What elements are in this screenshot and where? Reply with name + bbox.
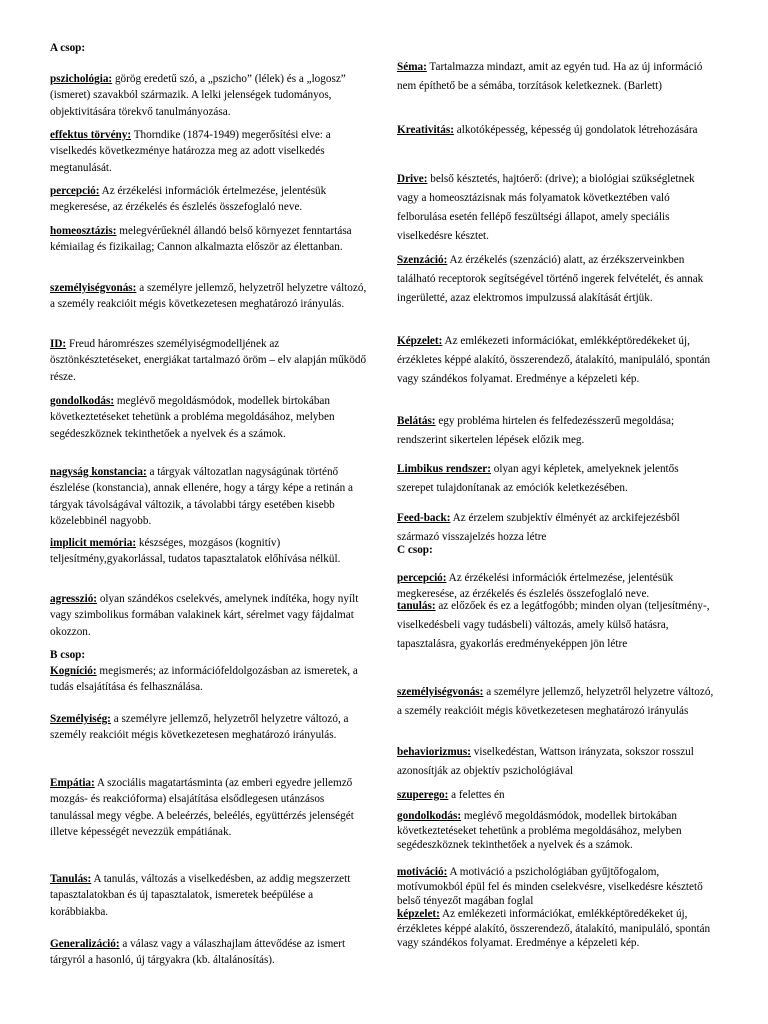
definition-text: olyan szándékos cselekvés, amelynek indítéka, hogy nyílt vagy szimbolikus formában valakinek kárt, sérelmet vagy fájdalmat okozzon.	[50, 593, 359, 638]
definition-term: pszichológia:	[50, 73, 113, 85]
definition-term: Limbikus rendszer:	[397, 463, 491, 475]
definition-term: személyiségvonás:	[397, 686, 484, 698]
definition-text: a tárgyak változatlan nagyságúnak történő észlelése (konstancia), annak ellenére, hogy a tárgy képe a retinán a tárgyak távolságával változik, a távolabbi tárgy esetében kisebb közelebbinél nagyobb.	[50, 466, 353, 528]
definition-text: a személyre jellemző, helyzetről helyzetre változó, a személy reakcióit mégis következetesen meghatározó irányulás.	[50, 713, 349, 742]
definition-text: A motiváció a pszichológiában gyűjtőfogalom, motívumokból épül fel és minden cselekvésre, viselkedésre késztető belső tényezőt magában foglal	[397, 866, 703, 908]
definition-term: gondolkodás:	[397, 810, 462, 822]
definition-entry	[50, 71, 368, 120]
definition-text: Az emlékezeti információkat, emlékképtöredékeket új, érzékletes képpé alakító, összerendező, átalakító, manipuláló, spontán vagy szándékos folyamat. Eredménye a képzeleti kép.	[397, 335, 711, 385]
definition-term: homeosztázis:	[50, 225, 117, 237]
definition-text: Az érzékelési információk értelmezése, jelentésük megkeresése, az érzékelés és észlelés összefoglaló neve.	[50, 185, 327, 214]
definition-term: tanulás:	[397, 600, 436, 612]
definition-text: a felettes én	[448, 789, 505, 801]
definition-entry	[50, 663, 368, 696]
definition-entry	[50, 871, 368, 920]
definition-text: készséges, mozgásos (kognitív) teljesítmény,gyakorlással, tudatos tapasztalatok előhívása nélkül.	[50, 537, 341, 566]
definition-text: A szociális magatartásminta (az emberi egyedre jellemző mozgás- és reakcióforma) elsajátítása elsődlegesen utánzásos tanulással megy végbe. A beleérzés, beleélés, együttérzés jelenségét illetve képességét nevezzük empátiának.	[50, 777, 354, 839]
definition-text: Az emlékezeti információkat, emlékképtöredékeket új, érzékletes képpé alakító, összerendező, átalakító, manipuláló, spontán vagy szándékos folyamat. Eredménye a képzeleti kép.	[397, 908, 711, 950]
definition-entry	[397, 597, 715, 654]
group-a-heading: A csop:	[50, 42, 86, 54]
definition-term: személyiségvonás:	[50, 282, 137, 294]
definition-entry	[50, 393, 368, 442]
definition-text: A tanulás, változás a viselkedésben, az addig megszerzett tapasztalatokban és új tapasztalatok, ismeretek beépülése a korábbiakba.	[50, 873, 351, 918]
definition-entry	[50, 591, 368, 640]
definition-text: a személyre jellemző, helyzetről helyzetre változó, a személy reakcióit mégis következetesen meghatározó irányulás.	[50, 282, 367, 311]
definition-entry	[397, 332, 715, 389]
definition-entry	[50, 280, 368, 313]
definition-entry	[397, 121, 715, 140]
definition-entry	[397, 251, 715, 308]
definition-entry	[397, 683, 715, 721]
definition-entry	[50, 936, 368, 969]
definition-text: viselkedéstan, Wattson irányzata, sokszor rosszul azonosítják az objektív pszichológiával	[397, 746, 694, 777]
definition-term: ID:	[50, 338, 67, 350]
definition-entry	[50, 464, 368, 530]
group-c-heading: C csop:	[397, 544, 433, 556]
definition-entry	[50, 223, 368, 256]
definition-term: Empátia:	[50, 777, 95, 789]
definition-term: Generalizáció:	[50, 938, 120, 950]
definition-term: percepció:	[50, 185, 100, 197]
definition-term: Séma:	[397, 61, 427, 73]
definition-entry	[397, 907, 715, 951]
definition-term: Képzelet:	[397, 335, 443, 347]
definition-term: behaviorizmus:	[397, 746, 471, 758]
definition-term: Kreativitás:	[397, 124, 454, 136]
definition-text: Az érzékelés (szenzáció) alatt, az érzékszerveinkben található receptorok segítségével történő ingerek felvételét, és annak ingerületté, azaz elektromos impulzussá alakítását értjük.	[397, 254, 704, 304]
definition-text: Az érzékelési információk értelmezése, jelentésük megkeresése, az érzékelés és észlelés összefoglaló neve.	[397, 572, 674, 601]
definition-entry	[397, 412, 715, 450]
definition-entry	[397, 170, 715, 246]
definition-entry	[397, 743, 715, 781]
definition-text: a személyre jellemző, helyzetről helyzetre változó, a személy reakcióit mégis következetesen meghatározó irányulás	[397, 686, 714, 717]
definition-term: Kogníció:	[50, 665, 97, 677]
definition-text: Freud háromrészes személyiségmodelljének az ösztönkésztetéseket, energiákat tartalmazó öröm – elv alapján működő része.	[50, 338, 367, 383]
definition-text: görög eredetű szó, a „pszicho” (lélek) és a „logosz” (ismeret) szavakból származik. A lelki jelenségek tudományos, objektivitására törekvő tanulmányozása.	[50, 73, 346, 118]
definition-entry	[397, 865, 715, 909]
definition-term: nagyság konstancia:	[50, 466, 147, 478]
definition-term: percepció:	[397, 572, 447, 584]
definition-term: motiváció:	[397, 866, 448, 878]
definition-text: egy probléma hirtelen és felfedezésszerű megoldása; rendszerint sikertelen lépések előzik meg.	[397, 415, 675, 446]
definition-text: Az érzelem szubjektív élményét az arckifejezésből származó visszajelzés hozza létre	[397, 512, 680, 543]
definition-term: Feed-back:	[397, 512, 451, 524]
definition-term: Szenzáció:	[397, 254, 448, 266]
definition-entry	[397, 787, 715, 803]
definition-entry	[397, 509, 715, 547]
definition-entry	[50, 711, 368, 744]
definition-text: melegvérűeknél állandó belső környezet fenntartása kémiailag és fizikailag; Cannon alkalmazta először az élettanban.	[50, 225, 352, 254]
definition-term: effektus törvény:	[50, 129, 132, 141]
definition-term: Személyiség:	[50, 713, 111, 725]
definition-term: Tanulás:	[50, 873, 92, 885]
definition-entry	[50, 535, 368, 568]
definition-text: Thorndike (1874-1949) megerősítési elve: a viselkedés következménye határozza meg az adott viselkedés megtanulását.	[50, 129, 331, 174]
definition-term: szuperego:	[397, 789, 449, 801]
group-b-heading: B csop:	[50, 649, 86, 661]
definition-term: implicit memória:	[50, 537, 137, 549]
definition-entry	[397, 809, 715, 853]
definition-term: képzelet:	[397, 908, 440, 920]
definition-text: meglévő megoldásmódok, modellek birtokában következtetéseket tehetünk a probléma megoldásához, melyben segédeszköznek tekinthetőek a nyelvek és a számok.	[50, 395, 335, 440]
definition-text: az előzőek és ez a legátfogóbb; minden olyan (teljesítmény-, viselkedésbeli vagy tudásbeli) változás, amely külső hatásra, tapasztalásra, gyakorlás eredményeképpen jön létre	[397, 600, 710, 650]
definition-entry	[50, 775, 368, 841]
definition-term: agresszió:	[50, 593, 98, 605]
definition-term: gondolkodás:	[50, 395, 115, 407]
definition-text: Tartalmazza mindazt, amit az egyén tud. Ha az új információ nem építhető be a sémába, torzítások keletkeznek. (Barlett)	[397, 61, 703, 92]
definition-entry	[50, 336, 368, 385]
definition-entry	[397, 460, 715, 498]
definition-text: meglévő megoldásmódok, modellek birtokában következtetéseket tehetünk a probléma megoldásához, melyben segédeszköznek tekinthetőek a nyelvek és a számok.	[397, 810, 682, 852]
definition-entry	[50, 183, 368, 216]
definition-term: Drive:	[397, 173, 428, 185]
definition-entry	[397, 58, 715, 96]
definition-text: olyan agyi képletek, amelyeknek jelentős szerepet tulajdonítanak az emóciók keletkezésében.	[397, 463, 679, 494]
definition-term: Belátás:	[397, 415, 436, 427]
definition-entry	[50, 127, 368, 176]
definition-text: megismerés; az információfeldolgozásban az ismeretek, a tudás elsajátítása és felhasználása.	[50, 665, 358, 694]
definition-text: a válasz vagy a válaszhajlam áttevődése az ismert tárgyról a hasonló, új tárgyakra (kb. általánosítás).	[50, 938, 346, 967]
definition-text: belső késztetés, hajtóerő: (drive); a biológiai szükségletnek vagy a homeosztázisnak más folyamatok következtében való felborulása esetén fellépő feszültségi állapot, amely speciális viselkedésre késztet.	[397, 173, 695, 242]
definition-text: alkotóképesség, képesség új gondolatok létrehozására	[453, 124, 698, 136]
